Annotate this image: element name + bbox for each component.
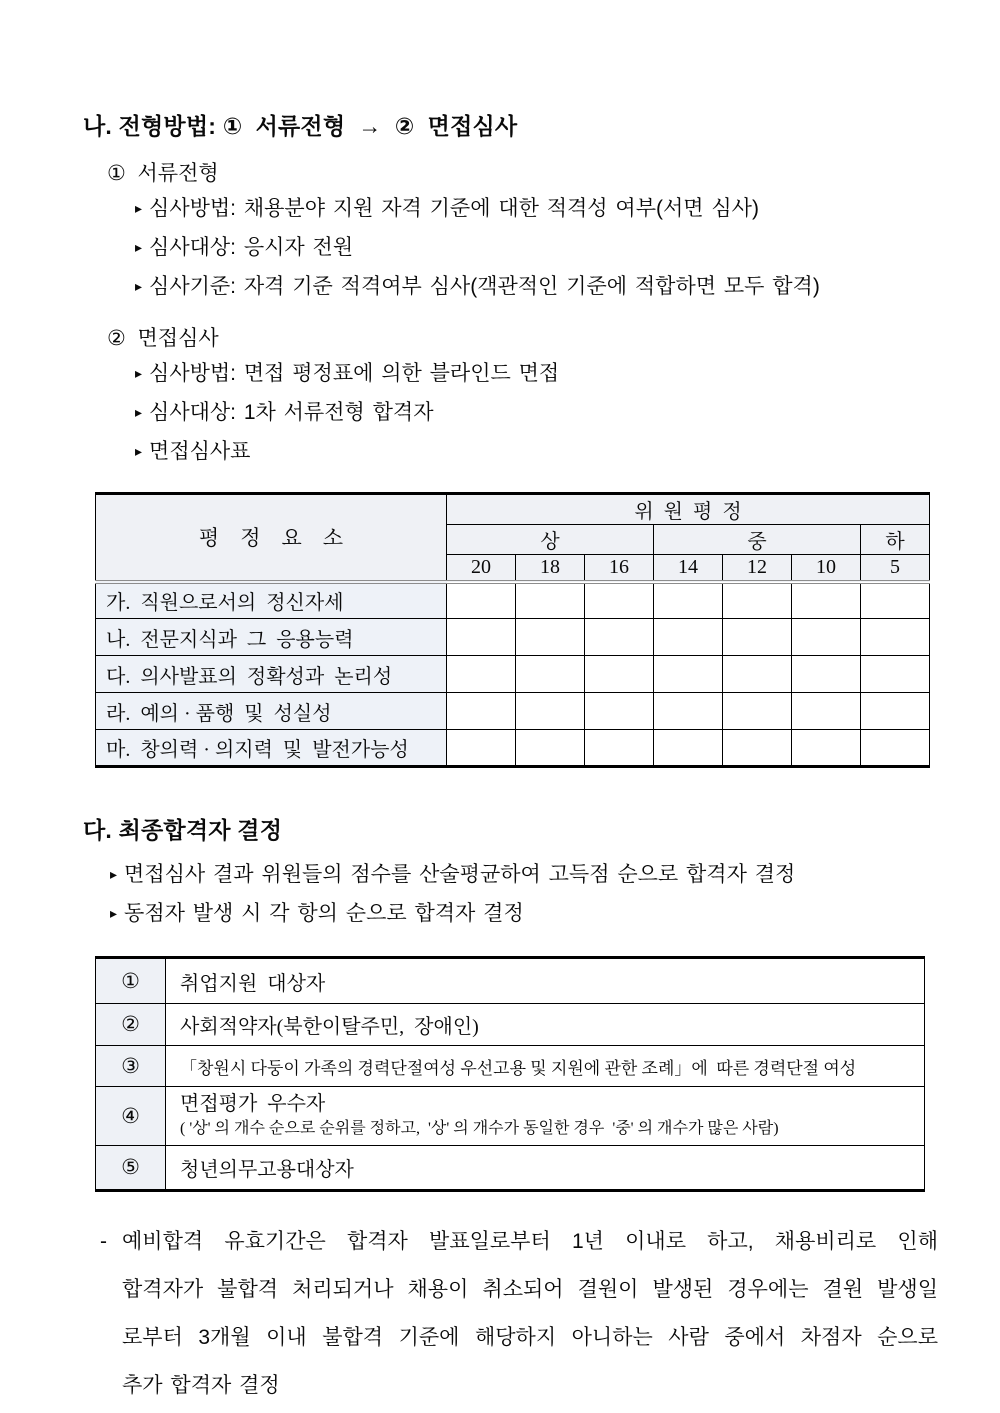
priority-number: ③	[96, 1046, 166, 1087]
rating-element-label: 마. 창의력 · 의지력 및 발전가능성	[96, 730, 447, 767]
priority-text-employment-support: 취업지원 대상자	[166, 958, 925, 1004]
score-cell	[447, 693, 516, 730]
score-cell	[516, 730, 585, 767]
triangle-bullet-icon: ▸	[135, 278, 143, 294]
score-cell	[585, 656, 654, 693]
priority-number: ①	[96, 958, 166, 1004]
table-row	[96, 730, 930, 767]
priority-number: ②	[96, 1004, 166, 1046]
score-cell	[585, 730, 654, 767]
score-cell	[654, 730, 723, 767]
table-row	[96, 958, 925, 1004]
score-cell	[585, 619, 654, 656]
rating-elements-header: 평 정 요 소	[96, 494, 447, 582]
score-cell	[723, 730, 792, 767]
note-line: 추가 합격자 결정	[122, 1374, 280, 1397]
score-cell	[792, 619, 861, 656]
score-cell	[723, 656, 792, 693]
score-cell	[654, 582, 723, 619]
priority-text-career-break-women: 「창원시 다둥이 가족의 경력단절여성 우선고용 및 지원에 관한 조례」에 따른 경력단절 여성	[166, 1046, 925, 1087]
score-cell	[585, 582, 654, 619]
bullet-line	[135, 355, 1000, 394]
score-cell	[723, 693, 792, 730]
priority-text-main: 면접평가 우수자	[180, 1093, 326, 1115]
bullet-line	[135, 394, 1000, 433]
priority-text-sub: ( '상' 의 개수 순으로 순위를 정하고, '상' 의 개수가 동일한 경우 '중' 의 개수가 많은 사람)	[180, 1120, 779, 1137]
score-cell	[723, 619, 792, 656]
committee-rating-header: 위 원 평 정	[447, 494, 930, 525]
score-header: 16	[585, 555, 654, 582]
subsection-title-document-screening: ① 서류전형	[107, 162, 219, 185]
table-row	[96, 1004, 925, 1046]
triangle-bullet-icon: ▸	[135, 200, 143, 216]
score-header: 5	[861, 555, 930, 582]
priority-number: ④	[96, 1087, 166, 1146]
bullet-text-tie-breaker: 동점자 발생 시 각 항의 순으로 합격자 결정	[124, 902, 524, 925]
note-line: 예비합격 유효기간은 합격자 발표일로부터 1년 이내로 하고, 채용비리로 인해	[122, 1230, 938, 1253]
section-heading-final-decision: 다. 최종합격자 결정	[83, 817, 283, 843]
score-cell	[654, 693, 723, 730]
rating-element-label: 나. 전문지식과 그 응용능력	[96, 619, 447, 656]
score-cell	[654, 619, 723, 656]
table-row	[96, 582, 930, 619]
bullet-line	[135, 433, 1000, 472]
score-cell	[792, 582, 861, 619]
rating-element-label: 다. 의사발표의 정확성과 논리성	[96, 656, 447, 693]
bullet-text-review-criteria: 심사기준: 자격 기준 적격여부 심사(객관적인 기준에 적합하면 모두 합격)	[149, 275, 820, 298]
bullet-line	[135, 229, 1000, 268]
score-cell	[792, 656, 861, 693]
interview-rating-table	[95, 492, 930, 768]
score-cell	[861, 582, 930, 619]
triangle-bullet-icon: ▸	[135, 404, 143, 420]
score-header: 10	[792, 555, 861, 582]
score-header: 20	[447, 555, 516, 582]
note-line: 로부터 3개월 이내 불합격 기준에 해당하지 아니하는 사람 중에서 차점자 순으로	[122, 1326, 938, 1349]
score-cell	[723, 582, 792, 619]
score-cell	[792, 730, 861, 767]
triangle-bullet-icon: ▸	[110, 905, 118, 921]
band-high-header: 상	[447, 525, 654, 555]
tie-breaker-table	[95, 956, 925, 1192]
bullet-line	[135, 190, 1000, 229]
section-heading-method: 나. 전형방법: ① 서류전형 → ② 면접심사	[83, 113, 518, 139]
dash-bullet: -	[100, 1230, 107, 1253]
bullet-line	[110, 895, 1000, 934]
bullet-line	[110, 856, 1000, 895]
table-row	[96, 656, 930, 693]
rating-element-label: 가. 직원으로서의 정신자세	[96, 582, 447, 619]
bullet-text-interview-sheet: 면접심사표	[149, 440, 251, 463]
triangle-bullet-icon: ▸	[110, 866, 118, 882]
subsection-title-interview: ② 면접심사	[107, 327, 219, 350]
triangle-bullet-icon: ▸	[135, 365, 143, 381]
bullet-text-review-method: 심사방법: 채용분야 지원 자격 기준에 대한 적격성 여부(서면 심사)	[149, 197, 759, 220]
bullet-text-interview-method: 심사방법: 면접 평정표에 의한 블라인드 면접	[149, 362, 560, 385]
score-cell	[447, 619, 516, 656]
priority-text-interview-excellent	[166, 1087, 925, 1146]
score-cell	[447, 656, 516, 693]
priority-number: ⑤	[96, 1146, 166, 1191]
triangle-bullet-icon: ▸	[135, 239, 143, 255]
note-line: 합격자가 불합격 처리되거나 채용이 취소되어 결원이 발생된 경우에는 결원 발생일	[122, 1278, 938, 1301]
band-low-header: 하	[861, 525, 930, 555]
table-row	[96, 693, 930, 730]
score-cell	[516, 582, 585, 619]
table-row	[96, 1046, 925, 1087]
bullet-line	[135, 268, 1000, 307]
table-row	[96, 1087, 925, 1146]
score-cell	[861, 730, 930, 767]
score-cell	[654, 656, 723, 693]
table-row	[96, 1146, 925, 1191]
score-cell	[447, 582, 516, 619]
score-cell	[516, 656, 585, 693]
score-cell	[861, 619, 930, 656]
priority-text-youth-employment: 청년의무고용대상자	[166, 1146, 925, 1191]
reserve-pass-note	[100, 1218, 938, 1410]
score-header: 18	[516, 555, 585, 582]
table-row	[96, 619, 930, 656]
score-header: 14	[654, 555, 723, 582]
band-mid-header: 중	[654, 525, 861, 555]
score-header: 12	[723, 555, 792, 582]
score-cell	[585, 693, 654, 730]
reserve-pass-note-text	[122, 1218, 938, 1410]
bullet-text-average-score: 면접심사 결과 위원들의 점수를 산술평균하여 고득점 순으로 합격자 결정	[124, 863, 796, 886]
score-cell	[516, 693, 585, 730]
bullet-text-interview-target: 심사대상: 1차 서류전형 합격자	[149, 401, 434, 424]
score-cell	[516, 619, 585, 656]
score-cell	[792, 693, 861, 730]
bullet-text-review-target: 심사대상: 응시자 전원	[149, 236, 354, 259]
rating-element-label: 라. 예의 · 품행 및 성실성	[96, 693, 447, 730]
triangle-bullet-icon: ▸	[135, 443, 143, 459]
score-cell	[861, 656, 930, 693]
score-cell	[447, 730, 516, 767]
score-cell	[861, 693, 930, 730]
priority-text-social-minority: 사회적약자(북한이탈주민, 장애인)	[166, 1004, 925, 1046]
